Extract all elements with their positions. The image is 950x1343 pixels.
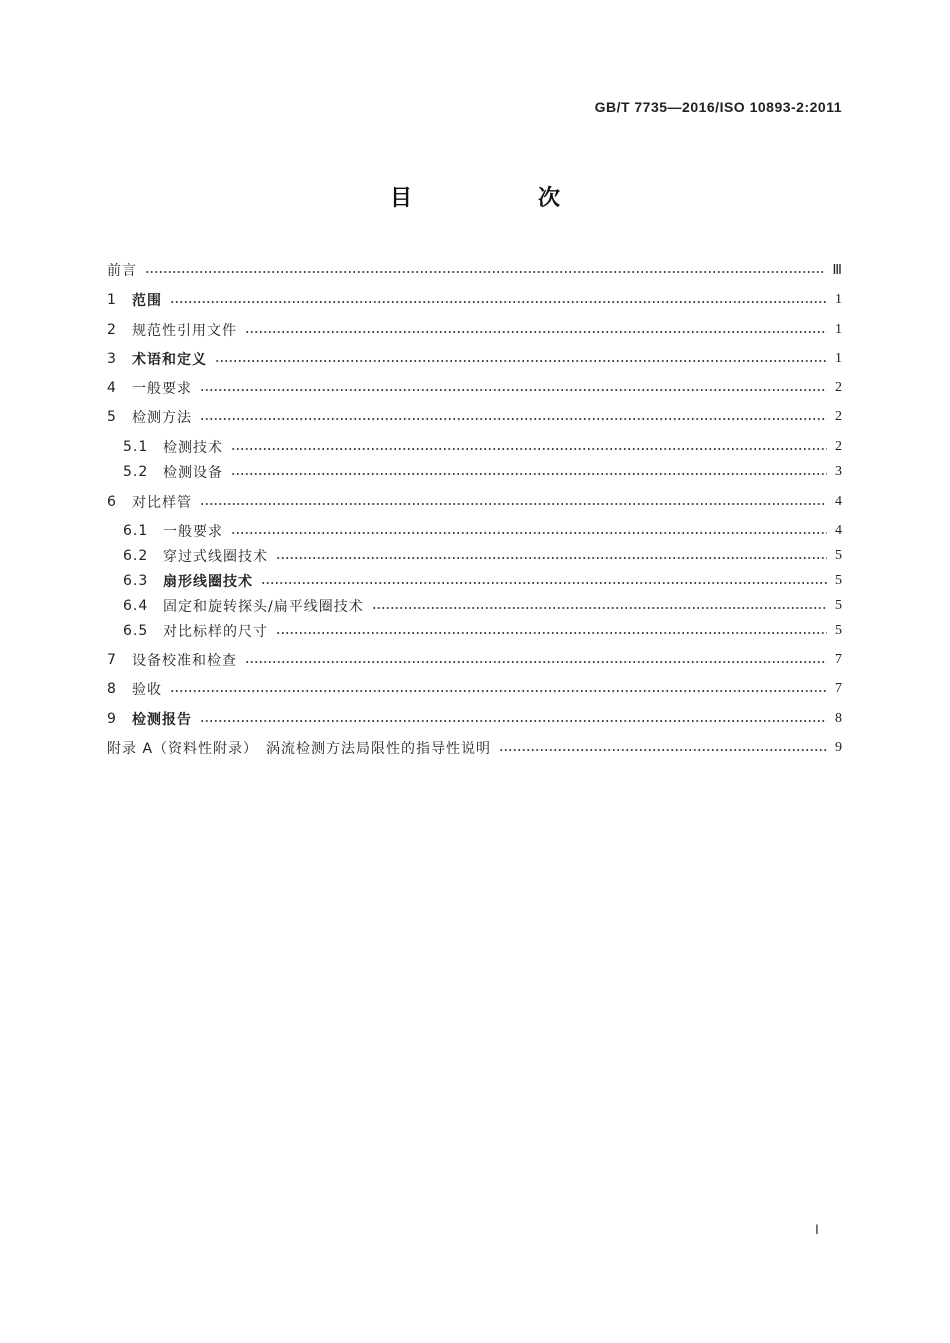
toc-entry-page: 4 (835, 523, 843, 538)
toc-leader-dots (372, 607, 827, 609)
toc-entry-label: 规范性引用文件 (132, 323, 237, 339)
toc-entry-label: 验收 (132, 682, 162, 698)
toc-entry[interactable] (107, 260, 843, 280)
toc-entry-page: 5 (835, 573, 843, 588)
toc-entry-page: 5 (835, 548, 843, 563)
toc-leader-dots (200, 720, 827, 722)
toc-entry-number: 6.3 (123, 573, 149, 589)
toc-entry-page: 5 (835, 598, 843, 613)
toc-entry[interactable] (107, 596, 843, 616)
toc-entry-label: 前言 (107, 263, 137, 279)
toc-entry-page: 2 (835, 380, 843, 395)
toc-leader-dots (276, 557, 827, 559)
toc-entry-number: 3 (107, 351, 117, 367)
toc-entry-page: 2 (835, 439, 843, 454)
toc-entry[interactable] (107, 407, 843, 427)
toc-leader-dots (231, 448, 827, 450)
toc-entry-label: 固定和旋转探头/扁平线圈技术 (163, 599, 364, 615)
toc-leader-dots (200, 503, 827, 505)
toc-entry[interactable] (107, 462, 843, 482)
toc-entry-page: 1 (835, 351, 843, 366)
toc-entry[interactable] (107, 709, 843, 729)
toc-entry-label: 设备校准和检查 (132, 653, 237, 669)
toc-entry-label: 一般要求 (163, 524, 223, 540)
toc-entry[interactable] (107, 621, 843, 641)
toc-entry[interactable] (107, 521, 843, 541)
standard-code: GB/T 7735—2016/ISO 10893-2:2011 (594, 99, 842, 115)
toc-entry-number: 2 (107, 322, 117, 338)
toc-entry-label: 术语和定义 (132, 352, 207, 368)
page-number: Ⅰ (815, 1222, 819, 1237)
toc-entry[interactable] (107, 349, 843, 369)
toc-entry-label: 一般要求 (132, 381, 192, 397)
toc-leader-dots (170, 301, 827, 303)
toc-entry[interactable] (107, 546, 843, 566)
toc-entry-label: 检测报告 (132, 712, 192, 728)
toc-entry-number: 6.4 (123, 598, 149, 614)
toc-leader-dots (170, 690, 827, 692)
toc-entry-label: 扇形线圈技术 (163, 574, 253, 590)
toc-leader-dots (499, 749, 827, 751)
toc-entry-label: 检测方法 (132, 410, 192, 426)
toc-entry-number: 8 (107, 681, 117, 697)
toc-entry-page: 1 (835, 322, 843, 337)
toc-entry-number: 4 (107, 380, 117, 396)
toc-entry[interactable] (107, 679, 843, 699)
toc-entry-label: 附录 A（资料性附录） 涡流检测方法局限性的指导性说明 (107, 741, 492, 757)
toc-entry[interactable] (107, 650, 843, 670)
toc-entry-page: Ⅲ (832, 262, 843, 278)
toc-entry[interactable] (107, 492, 843, 512)
toc-leader-dots (245, 661, 827, 663)
toc-entry[interactable] (107, 738, 843, 758)
toc-entry-page: 7 (835, 681, 843, 696)
toc-entry-number: 9 (107, 711, 117, 727)
toc-entry-number: 6 (107, 494, 117, 510)
toc-entry-page: 3 (835, 464, 843, 479)
toc-leader-dots (231, 532, 827, 534)
toc-entry[interactable] (107, 378, 843, 398)
toc-entry-label: 范围 (132, 293, 162, 309)
page-title: 目 次 (389, 186, 612, 211)
toc-leader-dots (145, 271, 824, 273)
toc-entry-label: 穿过式线圈技术 (163, 549, 268, 565)
toc-entry-page: 8 (835, 711, 843, 726)
toc-leader-dots (245, 331, 827, 333)
toc-entry[interactable] (107, 571, 843, 591)
toc-entry-page: 2 (835, 409, 843, 424)
toc-entry-page: 4 (835, 494, 843, 509)
toc-leader-dots (231, 473, 827, 475)
toc-leader-dots (200, 389, 827, 391)
toc-entry[interactable] (107, 437, 843, 457)
toc-entry-number: 5 (107, 409, 117, 425)
toc-entry-number: 5.1 (123, 439, 149, 455)
toc-entry-label: 对比样管 (132, 495, 192, 511)
toc-entry-number: 6.1 (123, 523, 149, 539)
toc-entry-page: 7 (835, 652, 843, 667)
toc-leader-dots (276, 632, 827, 634)
toc-leader-dots (215, 360, 827, 362)
toc-entry-label: 检测设备 (163, 465, 223, 481)
toc-entry-number: 7 (107, 652, 117, 668)
toc-entry-page: 5 (835, 623, 843, 638)
toc-entry[interactable] (107, 290, 843, 310)
toc-entry-page: 1 (835, 292, 843, 307)
toc-entry[interactable] (107, 320, 843, 340)
toc-leader-dots (200, 418, 827, 420)
toc-entry-label: 检测技术 (163, 440, 223, 456)
toc-entry-label: 对比标样的尺寸 (163, 624, 268, 640)
toc-leader-dots (261, 582, 827, 584)
toc-entry-number: 6.2 (123, 548, 149, 564)
toc-entry-page: 9 (835, 740, 843, 755)
toc-entry-number: 5.2 (123, 464, 149, 480)
toc-entry-number: 1 (107, 292, 117, 308)
toc-entry-number: 6.5 (123, 623, 149, 639)
